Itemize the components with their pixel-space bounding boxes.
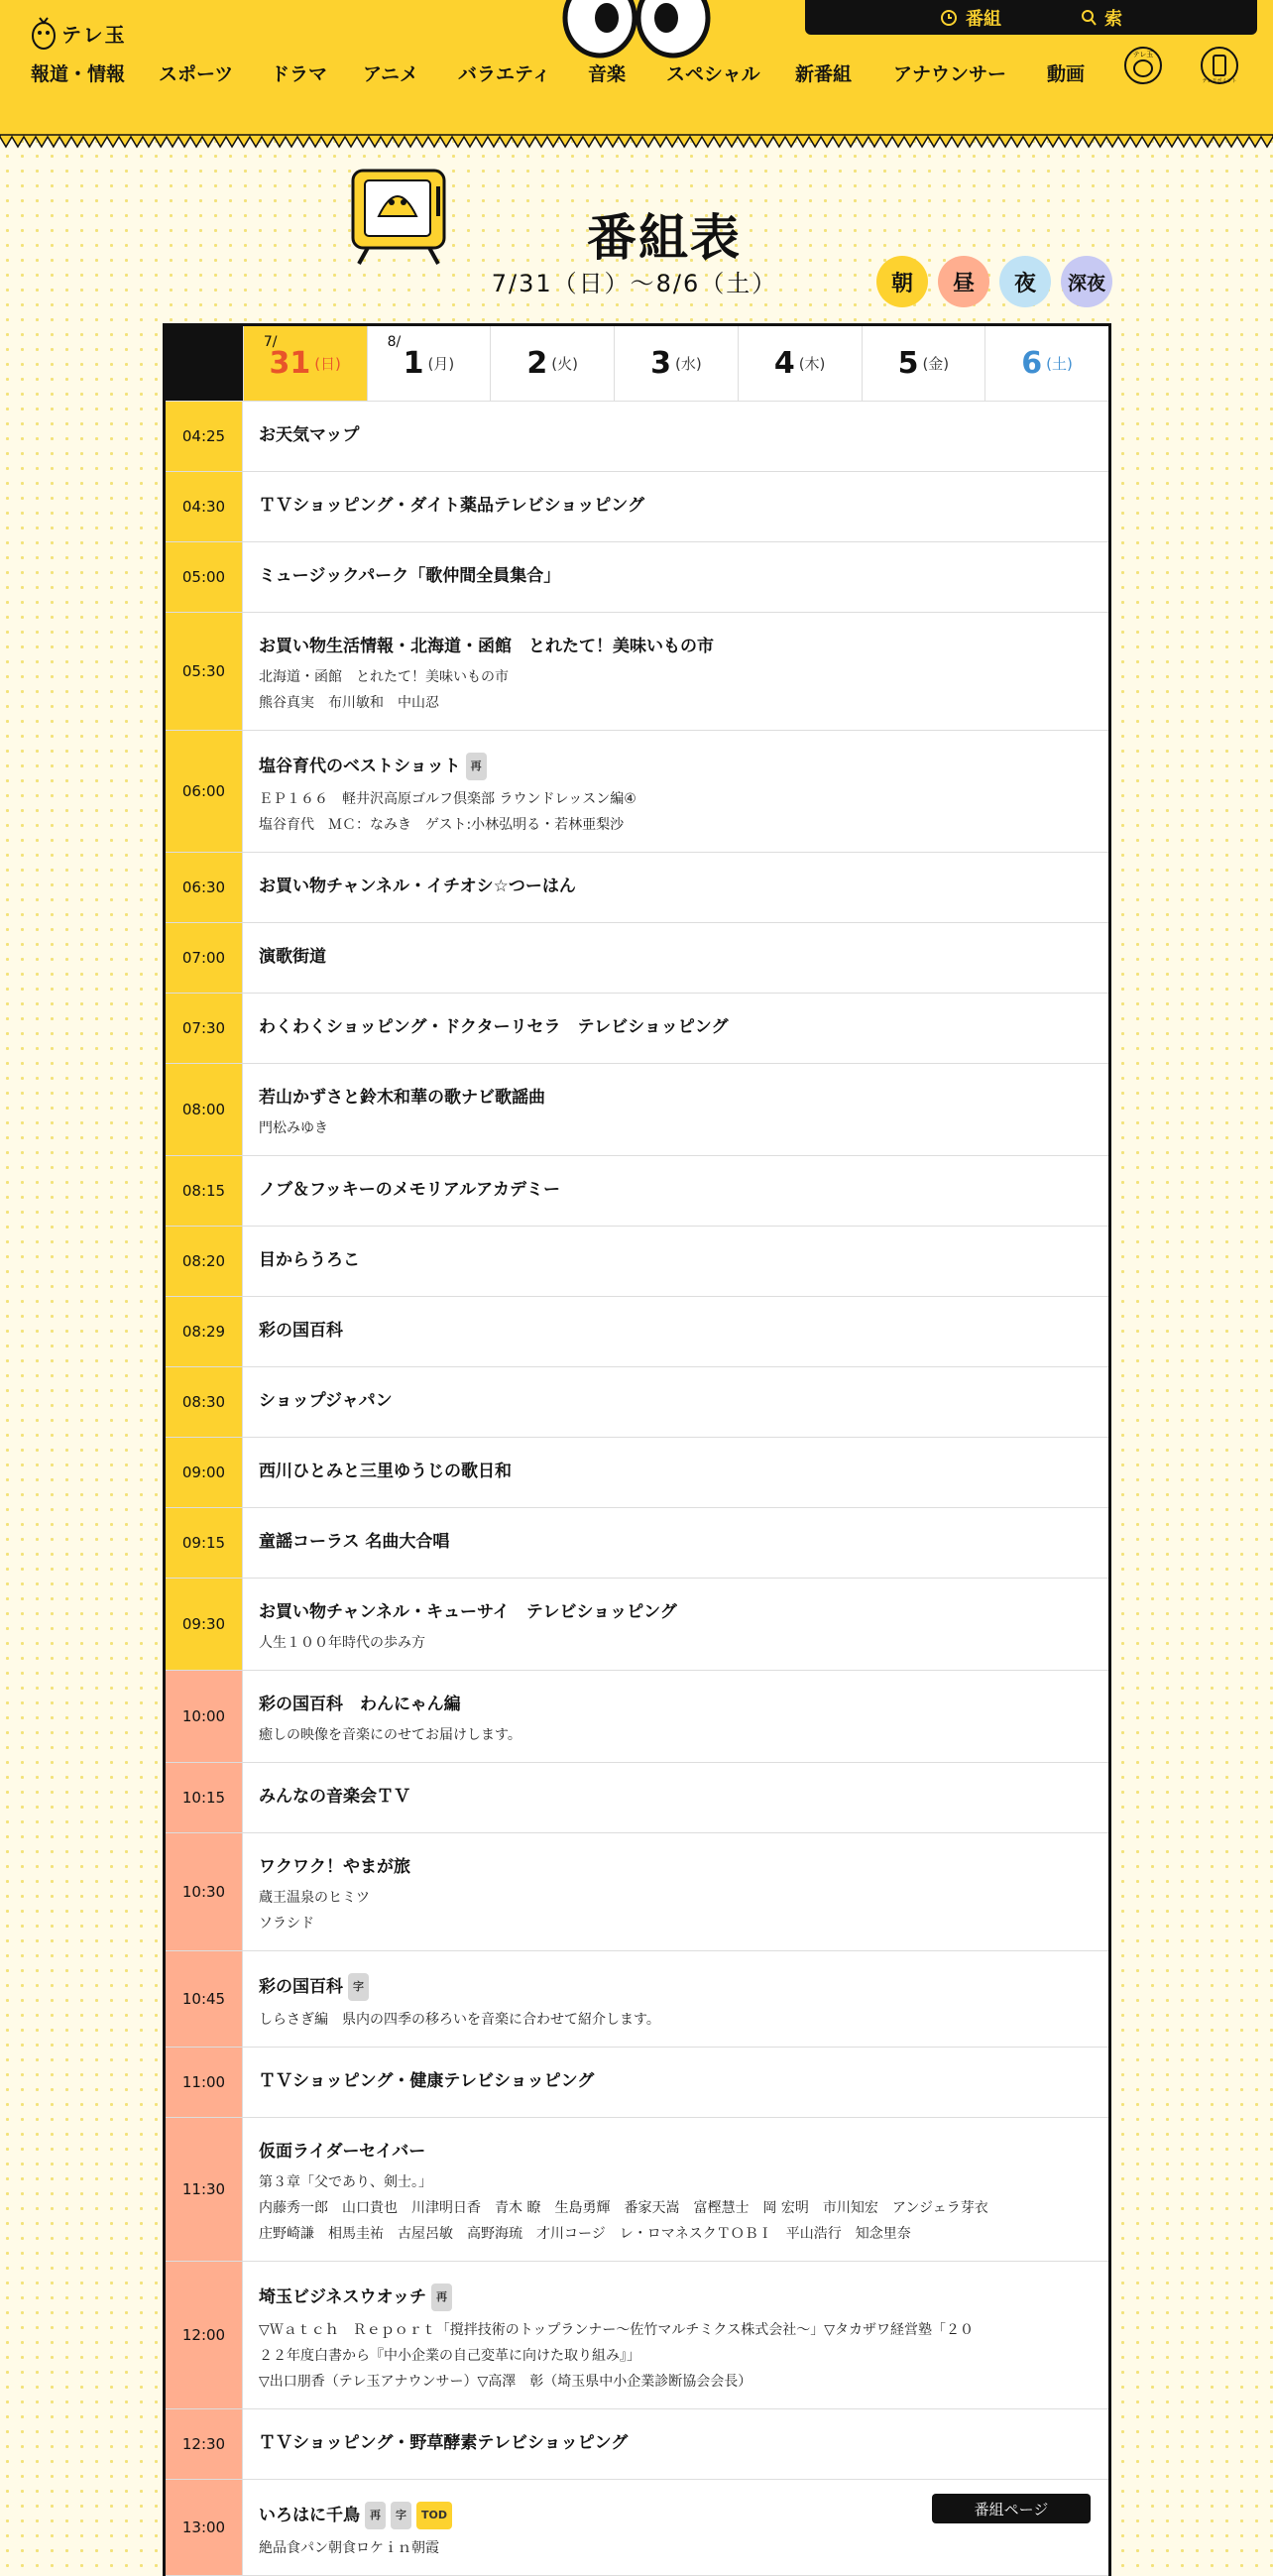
clock-icon: [940, 9, 958, 27]
program-title[interactable]: [259, 564, 1093, 588]
day-tab-date: 5: [897, 346, 919, 381]
day-tab-month: 7/: [263, 334, 278, 350]
program-title-text: みんなの音楽会ＴＶ: [259, 1787, 410, 1807]
program-info: [243, 853, 1108, 922]
program-title[interactable]: [259, 753, 1093, 780]
day-tab-6[interactable]: [984, 326, 1108, 401]
day-tab-3[interactable]: [614, 326, 738, 401]
program-title-text: ＴＶショッピング・健康テレビショッピング: [259, 2071, 595, 2091]
day-tab-31[interactable]: [243, 326, 367, 401]
program-time: 11:00: [166, 2048, 243, 2117]
time-of-day-evening-label: 夜: [1013, 271, 1036, 296]
program-row[interactable]: [166, 1833, 1108, 1951]
program-time: 10:30: [166, 1833, 243, 1950]
program-description-line: ▽Ｗａｔｃｈ Ｒｅｐｏｒｔ「撹拌技術のトップランナー～佐竹マルチミクス株式会社～」▽タカザワ経営塾「２０: [259, 2322, 974, 2338]
program-description-line: 内藤秀一郎 山口貴也 川津明日香 青木 瞭 生島勇輝 番家天嵩 富樫慧士 岡 宏明 市川知宏 アンジェラ芽衣: [259, 2200, 988, 2216]
program-title-text: ミュージックパーク「歌仲間全員集合」: [259, 566, 561, 586]
program-title-text: 塩谷育代のベストショット: [259, 757, 461, 776]
day-tab-1[interactable]: [367, 326, 491, 401]
program-title[interactable]: [259, 945, 1093, 969]
program-time: 11:30: [166, 2118, 243, 2261]
program-tag-badge: 再: [431, 2283, 452, 2311]
program-row[interactable]: [166, 613, 1108, 731]
program-description-line: 北海道・函館 とれたて！美味いもの市: [259, 669, 509, 685]
program-title[interactable]: [259, 1319, 1093, 1343]
nav-drama[interactable]: ドラマ: [271, 63, 328, 85]
program-info: [243, 1579, 1108, 1670]
program-row[interactable]: [166, 402, 1108, 472]
program-time: 06:00: [166, 731, 243, 852]
program-title[interactable]: [259, 1693, 1093, 1716]
program-info: [243, 1951, 1108, 2047]
day-tab-date: 6: [1021, 346, 1043, 381]
program-title[interactable]: [259, 2140, 1093, 2164]
program-description-line: 癒しの映像を音楽にのせてお届けします。: [259, 1727, 521, 1743]
program-description: [259, 2535, 1093, 2561]
program-time: 10:15: [166, 1763, 243, 1832]
program-title-text: ＴＶショッピング・野草酵素テレビショッピング: [259, 2433, 629, 2453]
program-time: 07:00: [166, 923, 243, 993]
program-title-text: ワクワク！やまが旅: [259, 1857, 410, 1877]
program-row[interactable]: [166, 1508, 1108, 1579]
schedule-table: [163, 323, 1111, 2576]
time-of-day-latenight-label: 深夜: [1067, 272, 1105, 294]
nav-announcers[interactable]: アナウンサー: [893, 63, 1007, 85]
program-info: [243, 1156, 1108, 1226]
program-row[interactable]: [166, 1579, 1108, 1671]
day-tab-weekday: (水): [674, 355, 702, 373]
program-title[interactable]: [259, 1178, 1093, 1202]
program-title-text: 若山かずさと鈴木和華の歌ナビ歌謡曲: [259, 1088, 545, 1108]
program-title[interactable]: [259, 1015, 1093, 1039]
program-description: [259, 2169, 1093, 2247]
program-info: [243, 2048, 1108, 2117]
program-page-button[interactable]: 番組ページ: [932, 2494, 1091, 2523]
day-tab-month: 8/: [387, 334, 402, 350]
program-time: 10:00: [166, 1671, 243, 1762]
tv-station-icon[interactable]: [1123, 46, 1163, 85]
program-description-line: ２２年度白書から『中小企業の自己変革に向けた取り組み』」: [259, 2348, 640, 2364]
page-title: 番組表: [587, 209, 742, 267]
program-title-text: ノブ＆フッキーのメモリアルアカデミー: [259, 1180, 560, 1200]
program-time: 08:15: [166, 1156, 243, 1226]
program-tag-badge: 字: [348, 1973, 369, 2001]
program-title-text: お天気マップ: [259, 425, 360, 445]
program-time: 09:15: [166, 1508, 243, 1578]
program-info: [243, 1297, 1108, 1366]
time-of-day-morning[interactable]: [876, 256, 928, 307]
program-description: [259, 1722, 1093, 1748]
program-row[interactable]: [166, 1367, 1108, 1438]
program-title-text: 彩の国百科 わんにゃん編: [259, 1695, 461, 1714]
program-row[interactable]: [166, 2409, 1108, 2480]
program-title[interactable]: [259, 1973, 1093, 2001]
program-title[interactable]: [259, 423, 1093, 447]
program-title[interactable]: [259, 1086, 1093, 1110]
tv-mascot-icon: [349, 167, 458, 266]
program-info: [243, 1508, 1108, 1578]
day-tab-4[interactable]: [738, 326, 862, 401]
program-title-text: 西川ひとみと三里ゆうじの歌日和: [259, 1462, 512, 1481]
program-info: [243, 1064, 1108, 1155]
program-title-text: 彩の国百科: [259, 1977, 343, 1997]
day-tab-5[interactable]: [862, 326, 985, 401]
program-time: 12:00: [166, 2262, 243, 2408]
program-info: [243, 472, 1108, 541]
nav-sports[interactable]: スポーツ: [159, 63, 234, 85]
program-description-line: 庄野崎謙 相馬圭祐 古屋呂敏 高野海琉 才川コージ レ・ロマネスクＴＯＢＩ 平山浩行 知念里奈: [259, 2226, 911, 2242]
program-title[interactable]: [259, 2283, 1093, 2311]
program-row[interactable]: [166, 923, 1108, 994]
program-time: 08:30: [166, 1367, 243, 1437]
program-title[interactable]: [259, 494, 1093, 518]
program-description-line: 熊谷真実 布川敏和 中山忍: [259, 695, 439, 711]
program-row[interactable]: [166, 994, 1108, 1064]
program-row[interactable]: [166, 1763, 1108, 1833]
time-of-day-morning-label: 朝: [890, 271, 913, 296]
day-tabs: [166, 326, 1108, 402]
program-tag-badge: 再: [466, 753, 487, 780]
day-tabs-corner: [166, 326, 243, 401]
program-title-text: お買い物チャンネル・イチオシ☆つーはん: [259, 877, 576, 896]
program-time: 05:30: [166, 613, 243, 730]
mascot-icon: [30, 14, 58, 52]
program-title-text: 目からうろこ: [259, 1250, 360, 1270]
day-tab-weekday: (日): [314, 355, 341, 373]
program-title-text: わくわくショッピング・ドクターリセラ テレビショッピング: [259, 1017, 729, 1037]
program-tag-badge: 字: [391, 2502, 411, 2529]
program-description: [259, 1115, 1093, 1141]
utility-bar: [805, 0, 1257, 35]
program-info: [243, 2480, 1108, 2575]
program-title-text: ＴＶショッピング・ダイト薬品テレビショッピング: [259, 496, 644, 516]
program-info: [243, 613, 1108, 730]
time-of-day-daytime-label: 昼: [952, 271, 975, 296]
site-logo[interactable]: [30, 14, 127, 52]
program-time: 13:00: [166, 2480, 243, 2575]
program-description-line: 第３章「父であり、剣士。」: [259, 2174, 432, 2190]
program-description-line: しらさぎ編 県内の四季の移ろいを音楽に合わせて紹介します。: [259, 2012, 660, 2028]
program-description-line: 絶品食パン朝食ロケｉｎ朝霞: [259, 2540, 439, 2556]
program-title-text: お買い物生活情報・北海道・函館 とれたて！美味いもの市: [259, 637, 714, 656]
time-of-day-evening[interactable]: [999, 256, 1051, 307]
program-time: 09:00: [166, 1438, 243, 1507]
program-info: [243, 1671, 1108, 1762]
day-tab-weekday: (火): [551, 355, 578, 373]
header-zigzag-edge: [0, 135, 1273, 149]
program-description-line: 門松みゆき: [259, 1120, 328, 1136]
program-title-text: いろはに千鳥: [259, 2506, 360, 2525]
program-time: 04:25: [166, 402, 243, 471]
program-row[interactable]: [166, 2480, 1108, 2576]
program-description: [259, 2317, 1093, 2395]
program-info: [243, 1227, 1108, 1296]
program-title[interactable]: [259, 1460, 1093, 1483]
point-app-icon[interactable]: [1200, 46, 1239, 85]
logo-text: テレ玉: [61, 22, 127, 47]
program-row[interactable]: [166, 2262, 1108, 2409]
program-time: 09:30: [166, 1579, 243, 1670]
program-description: [259, 1630, 1093, 1656]
day-tab-date: 31: [269, 346, 311, 381]
program-time: 05:00: [166, 542, 243, 612]
program-time: 10:45: [166, 1951, 243, 2047]
program-time: 12:30: [166, 2409, 243, 2479]
time-of-day-latenight[interactable]: [1061, 256, 1112, 307]
program-row[interactable]: [166, 472, 1108, 542]
day-tab-date: 1: [403, 346, 424, 381]
main-nav: [0, 59, 1273, 89]
program-description: [259, 1885, 1093, 1936]
tv-station-icon-label: テレ玉: [1132, 51, 1154, 59]
point-app-icon-label: テレ玉ポイント: [1202, 78, 1237, 84]
time-of-day-daytime[interactable]: [938, 256, 989, 307]
program-description: [259, 786, 1093, 838]
program-row[interactable]: [166, 1064, 1108, 1156]
program-title-text: 童謡コーラス 名曲大合唱: [259, 1532, 450, 1552]
day-tab-date: 4: [773, 346, 795, 381]
day-tab-weekday: (木): [798, 355, 826, 373]
program-info: [243, 731, 1108, 852]
program-row[interactable]: [166, 853, 1108, 923]
program-info: [243, 994, 1108, 1063]
program-info: [243, 923, 1108, 993]
program-description-line: ＥＰ１６６ 軽井沢高原ゴルフ倶楽部 ラウンドレッスン編④: [259, 791, 636, 807]
program-guide-label: 番組: [966, 8, 1001, 30]
program-title[interactable]: [259, 1389, 1093, 1413]
program-row[interactable]: [166, 1438, 1108, 1508]
program-title[interactable]: [259, 635, 1093, 658]
program-info: [243, 2409, 1108, 2479]
mascot-eyes-icon: [563, 0, 712, 64]
program-row[interactable]: [166, 1671, 1108, 1763]
program-row[interactable]: [166, 542, 1108, 613]
program-time: 08:29: [166, 1297, 243, 1366]
program-row[interactable]: [166, 2118, 1108, 2262]
program-info: [243, 402, 1108, 471]
program-description: [259, 664, 1093, 716]
program-title[interactable]: [259, 1855, 1093, 1879]
nav-new-programs[interactable]: 新番組: [795, 63, 853, 85]
program-title[interactable]: [259, 1600, 1093, 1624]
program-title-text: 彩の国百科: [259, 1321, 343, 1341]
program-list: [166, 402, 1108, 2576]
program-row[interactable]: [166, 1227, 1108, 1297]
program-title-text: お買い物チャンネル・キューサイ テレビショッピング: [259, 1602, 677, 1622]
program-info: [243, 1833, 1108, 1950]
program-row[interactable]: [166, 2048, 1108, 2118]
program-title[interactable]: [259, 1530, 1093, 1554]
program-title-text: ショップジャパン: [259, 1391, 393, 1411]
program-row[interactable]: [166, 1951, 1108, 2048]
nav-variety[interactable]: バラエティ: [458, 63, 551, 85]
program-time: 04:30: [166, 472, 243, 541]
program-row[interactable]: [166, 1156, 1108, 1227]
program-title[interactable]: [259, 2069, 1093, 2093]
program-description-line: ソラシド: [259, 1916, 314, 1932]
program-info: [243, 1367, 1108, 1437]
program-description-line: ▽出口朋香（テレ玉アナウンサー）▽高澤 彰（埼玉県中小企業診断協会会長）: [259, 2374, 752, 2390]
program-title-text: 埼玉ビジネスウオッチ: [259, 2287, 426, 2307]
day-tab-weekday: (金): [922, 355, 950, 373]
program-description-line: 人生１００年時代の歩み方: [259, 1635, 425, 1651]
program-title-text: 演歌街道: [259, 947, 326, 967]
program-description-line: 塩谷育代 ＭＣ：なみき ゲスト:小林弘明る・若林亜梨沙: [259, 817, 625, 833]
program-description: [259, 2007, 1093, 2033]
program-title[interactable]: [259, 875, 1093, 898]
program-time: 07:30: [166, 994, 243, 1063]
program-time: 08:20: [166, 1227, 243, 1296]
program-info: [243, 2262, 1108, 2408]
nav-special[interactable]: スペシャル: [666, 63, 760, 85]
program-row[interactable]: [166, 1297, 1108, 1367]
search-label: 索: [1104, 8, 1122, 30]
search-icon: [1081, 9, 1097, 27]
program-info: [243, 1438, 1108, 1507]
date-range: 7/31（日）〜8/6（土）: [491, 270, 778, 297]
nav-news[interactable]: 報道・情報: [31, 63, 126, 85]
program-title[interactable]: [259, 1785, 1093, 1809]
program-tag-badge: 再: [365, 2502, 386, 2529]
day-tab-date: 3: [650, 346, 671, 381]
search-link[interactable]: [1081, 5, 1122, 31]
nav-anime[interactable]: アニメ: [363, 63, 419, 85]
program-tag-badge: TOD: [416, 2502, 452, 2529]
program-title[interactable]: [259, 1248, 1093, 1272]
nav-video[interactable]: 動画: [1047, 63, 1086, 85]
program-guide-link[interactable]: [940, 5, 1001, 31]
program-info: [243, 1763, 1108, 1832]
program-time: 06:30: [166, 853, 243, 922]
nav-music[interactable]: 音楽: [588, 63, 627, 85]
day-tab-2[interactable]: [490, 326, 614, 401]
program-info: [243, 2118, 1108, 2261]
program-info: [243, 542, 1108, 612]
program-time: 08:00: [166, 1064, 243, 1155]
day-tab-weekday: (土): [1046, 355, 1073, 373]
day-tab-weekday: (月): [427, 355, 455, 373]
day-tab-date: 2: [526, 346, 548, 381]
program-row[interactable]: [166, 731, 1108, 853]
program-title-text: 仮面ライダーセイバー: [259, 2142, 426, 2162]
program-description-line: 蔵王温泉のヒミツ: [259, 1890, 370, 1906]
program-title[interactable]: [259, 2431, 1093, 2455]
